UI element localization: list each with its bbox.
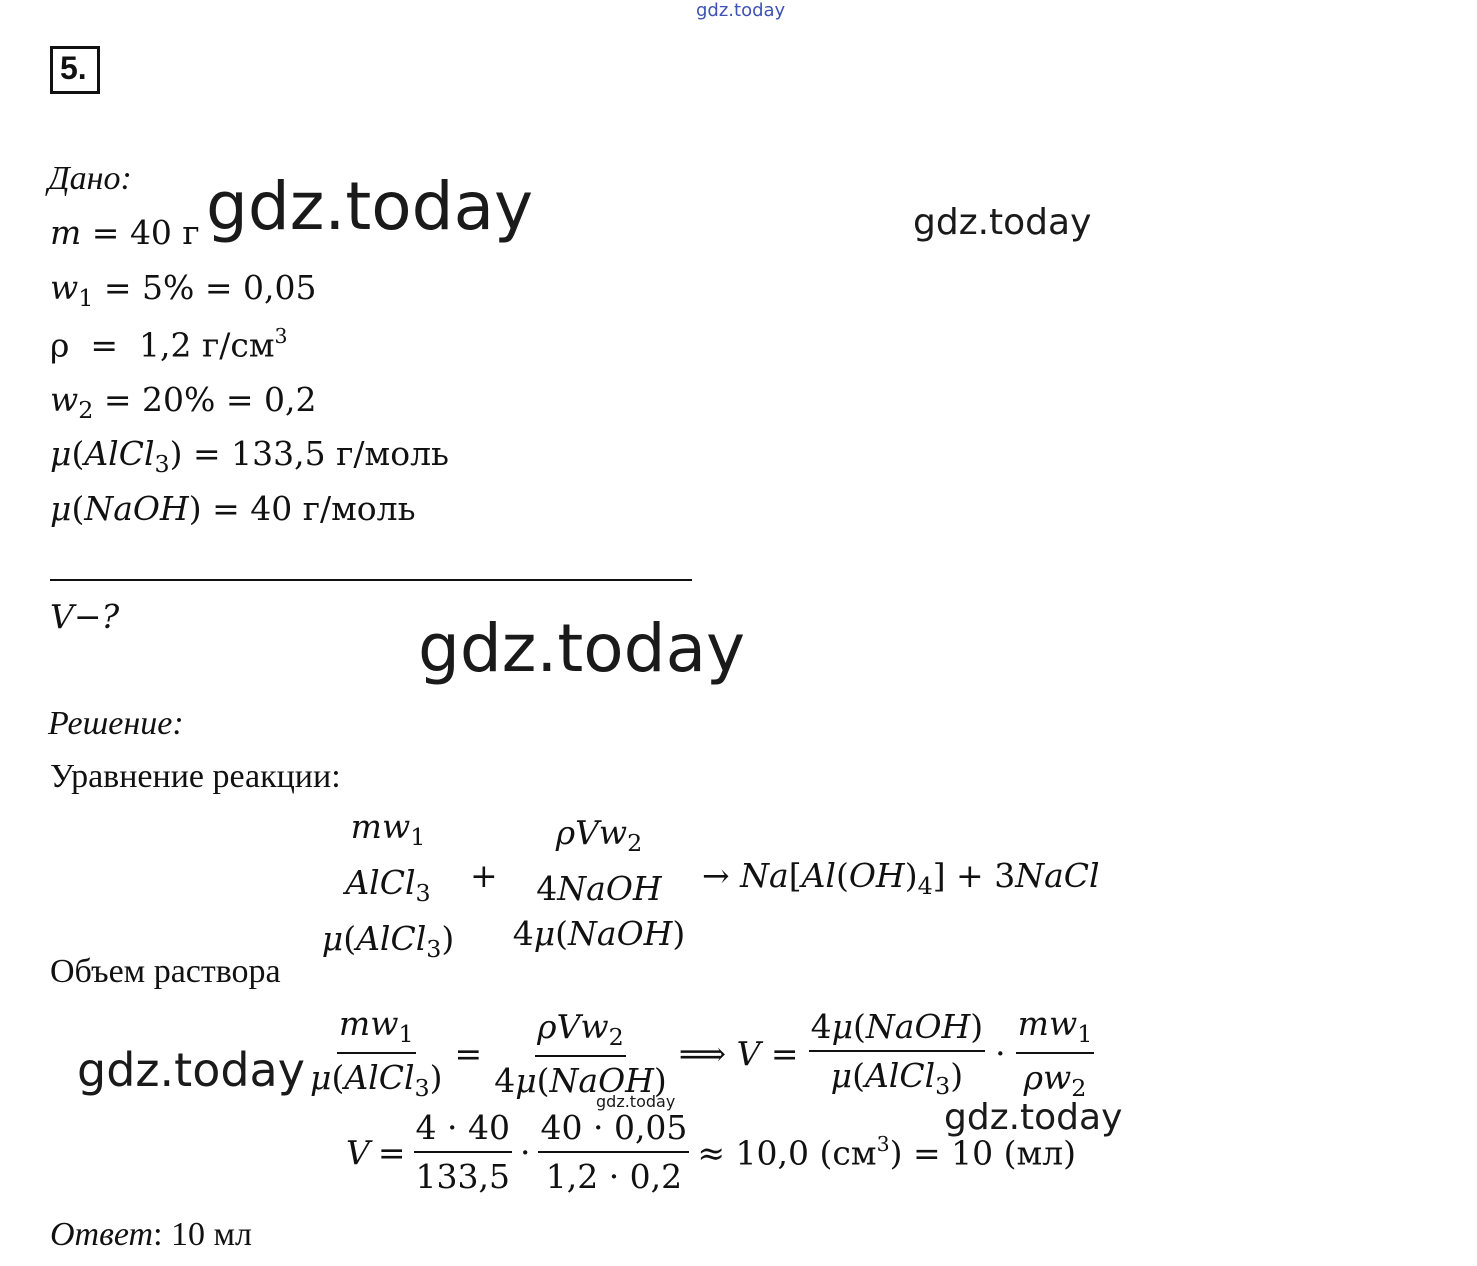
naoh-mass-term: ρVw$_2$ [555, 813, 643, 858]
problem-number-box [50, 46, 100, 94]
given-divider [50, 579, 692, 581]
find-value: V−? [50, 597, 120, 636]
numeric-frac-2: $\frac{40 \cdot 0,05}{1,2 \cdot 0,2}$ [540, 1108, 688, 1196]
top-watermark: gdz.today [696, 0, 786, 21]
numeric-frac-1: $\frac{4 \cdot 40}{133,5}$ [415, 1108, 510, 1196]
frac-alcl3: $\frac{mw_1}{\mu(AlCl_3)}$ [310, 1004, 443, 1103]
watermark-3: gdz.today [418, 610, 746, 687]
alcl3-formula: AlCl$_3$ [345, 863, 431, 908]
watermark-6: gdz.today [944, 1097, 1123, 1138]
reaction-plus: + [470, 856, 498, 895]
numeric-result: ≈ 10,0 $(см^3) = 10$ (мл) [697, 1131, 1076, 1173]
solution-label: Решение: [48, 705, 184, 742]
naoh-molar: 4μ(NaOH) [512, 914, 686, 954]
proportion-formula: $\frac{mw_1}{\mu(AlCl_3)}$ = $\frac{\rho Vw_2}{\text{4μ(NaOH)}}$ ⟹ V = $\frac{\text{4μ(NaOH)}}{\mu(AlCl_3)}$ · $\frac{mw_1}{\rho w_2}$ [310, 1004, 1093, 1103]
alcl3-mass-term: $mw_1$ [350, 807, 426, 852]
watermark-4: gdz.today [77, 1043, 305, 1097]
numeric-formula: V = $\frac{4 \cdot 40}{133,5}$ · $\frac{40 \cdot 0,05}{1,2 \cdot 0,2}$ ≈ 10,0 $(см^3) = 10$ (мл) [346, 1108, 1076, 1196]
given-label: Дано: [48, 160, 132, 197]
problem-number: 5. [60, 50, 87, 86]
reaction-alcl3-stack [312, 804, 464, 972]
rho-value: 1,2 г/см [139, 325, 275, 365]
answer-line [50, 1216, 252, 1254]
watermark-1: gdz.today [206, 168, 534, 245]
answer-value: : 10 мл [153, 1216, 252, 1253]
frac-ratio: $\frac{\text{4μ(NaOH)}}{\mu(AlCl_3)}$ [810, 1006, 984, 1100]
watermark-5: gdz.today [596, 1092, 676, 1111]
mu-alcl3-value: 133,5 г/моль [231, 434, 450, 473]
reaction-heading: Уравнение реакции: [50, 758, 341, 795]
frac-mass-density: $\frac{mw_1}{\rho w_2}$ [1017, 1004, 1093, 1103]
naoh-formula: 4NaOH [536, 869, 662, 909]
rho-symbol: ρ [50, 325, 70, 365]
w1-value: 5% = 0,05 [142, 268, 317, 307]
given-w2: $w_2 = 20\% = 0,2$ [50, 380, 317, 425]
reaction-naoh-stack [505, 810, 693, 956]
mass-symbol: m [50, 213, 82, 252]
given-w1: $w_1 = 5\% = 0,05$ [50, 268, 317, 313]
alcl3-molar: μ(AlCl$_3$) [321, 919, 455, 964]
mass-value: 40 г [129, 213, 200, 252]
given-density: ρ = 1,2 $г/см^3$ [50, 324, 288, 365]
volume-heading: Объем раствора [50, 953, 281, 990]
frac-naoh: $\frac{\rho Vw_2}{\text{4μ(NaOH)}}$ [494, 1006, 667, 1100]
given-mu-naoh: μ(NaOH) = 40 г/моль [50, 489, 416, 528]
mu-naoh-value: 40 г/моль [250, 489, 416, 528]
given-mu-alcl3: μ(AlCl$_3$) = 133,5 г/моль [50, 434, 450, 479]
reaction-products: → $Na[Al(OH)_4]$ + 3NaCl [702, 856, 1100, 901]
rho-exp: 3 [274, 324, 288, 348]
w2-value: 20% = 0,2 [142, 380, 317, 419]
watermark-2: gdz.today [913, 202, 1092, 243]
given-mass: m = 40 г [50, 213, 200, 252]
answer-label: Ответ [50, 1216, 154, 1253]
